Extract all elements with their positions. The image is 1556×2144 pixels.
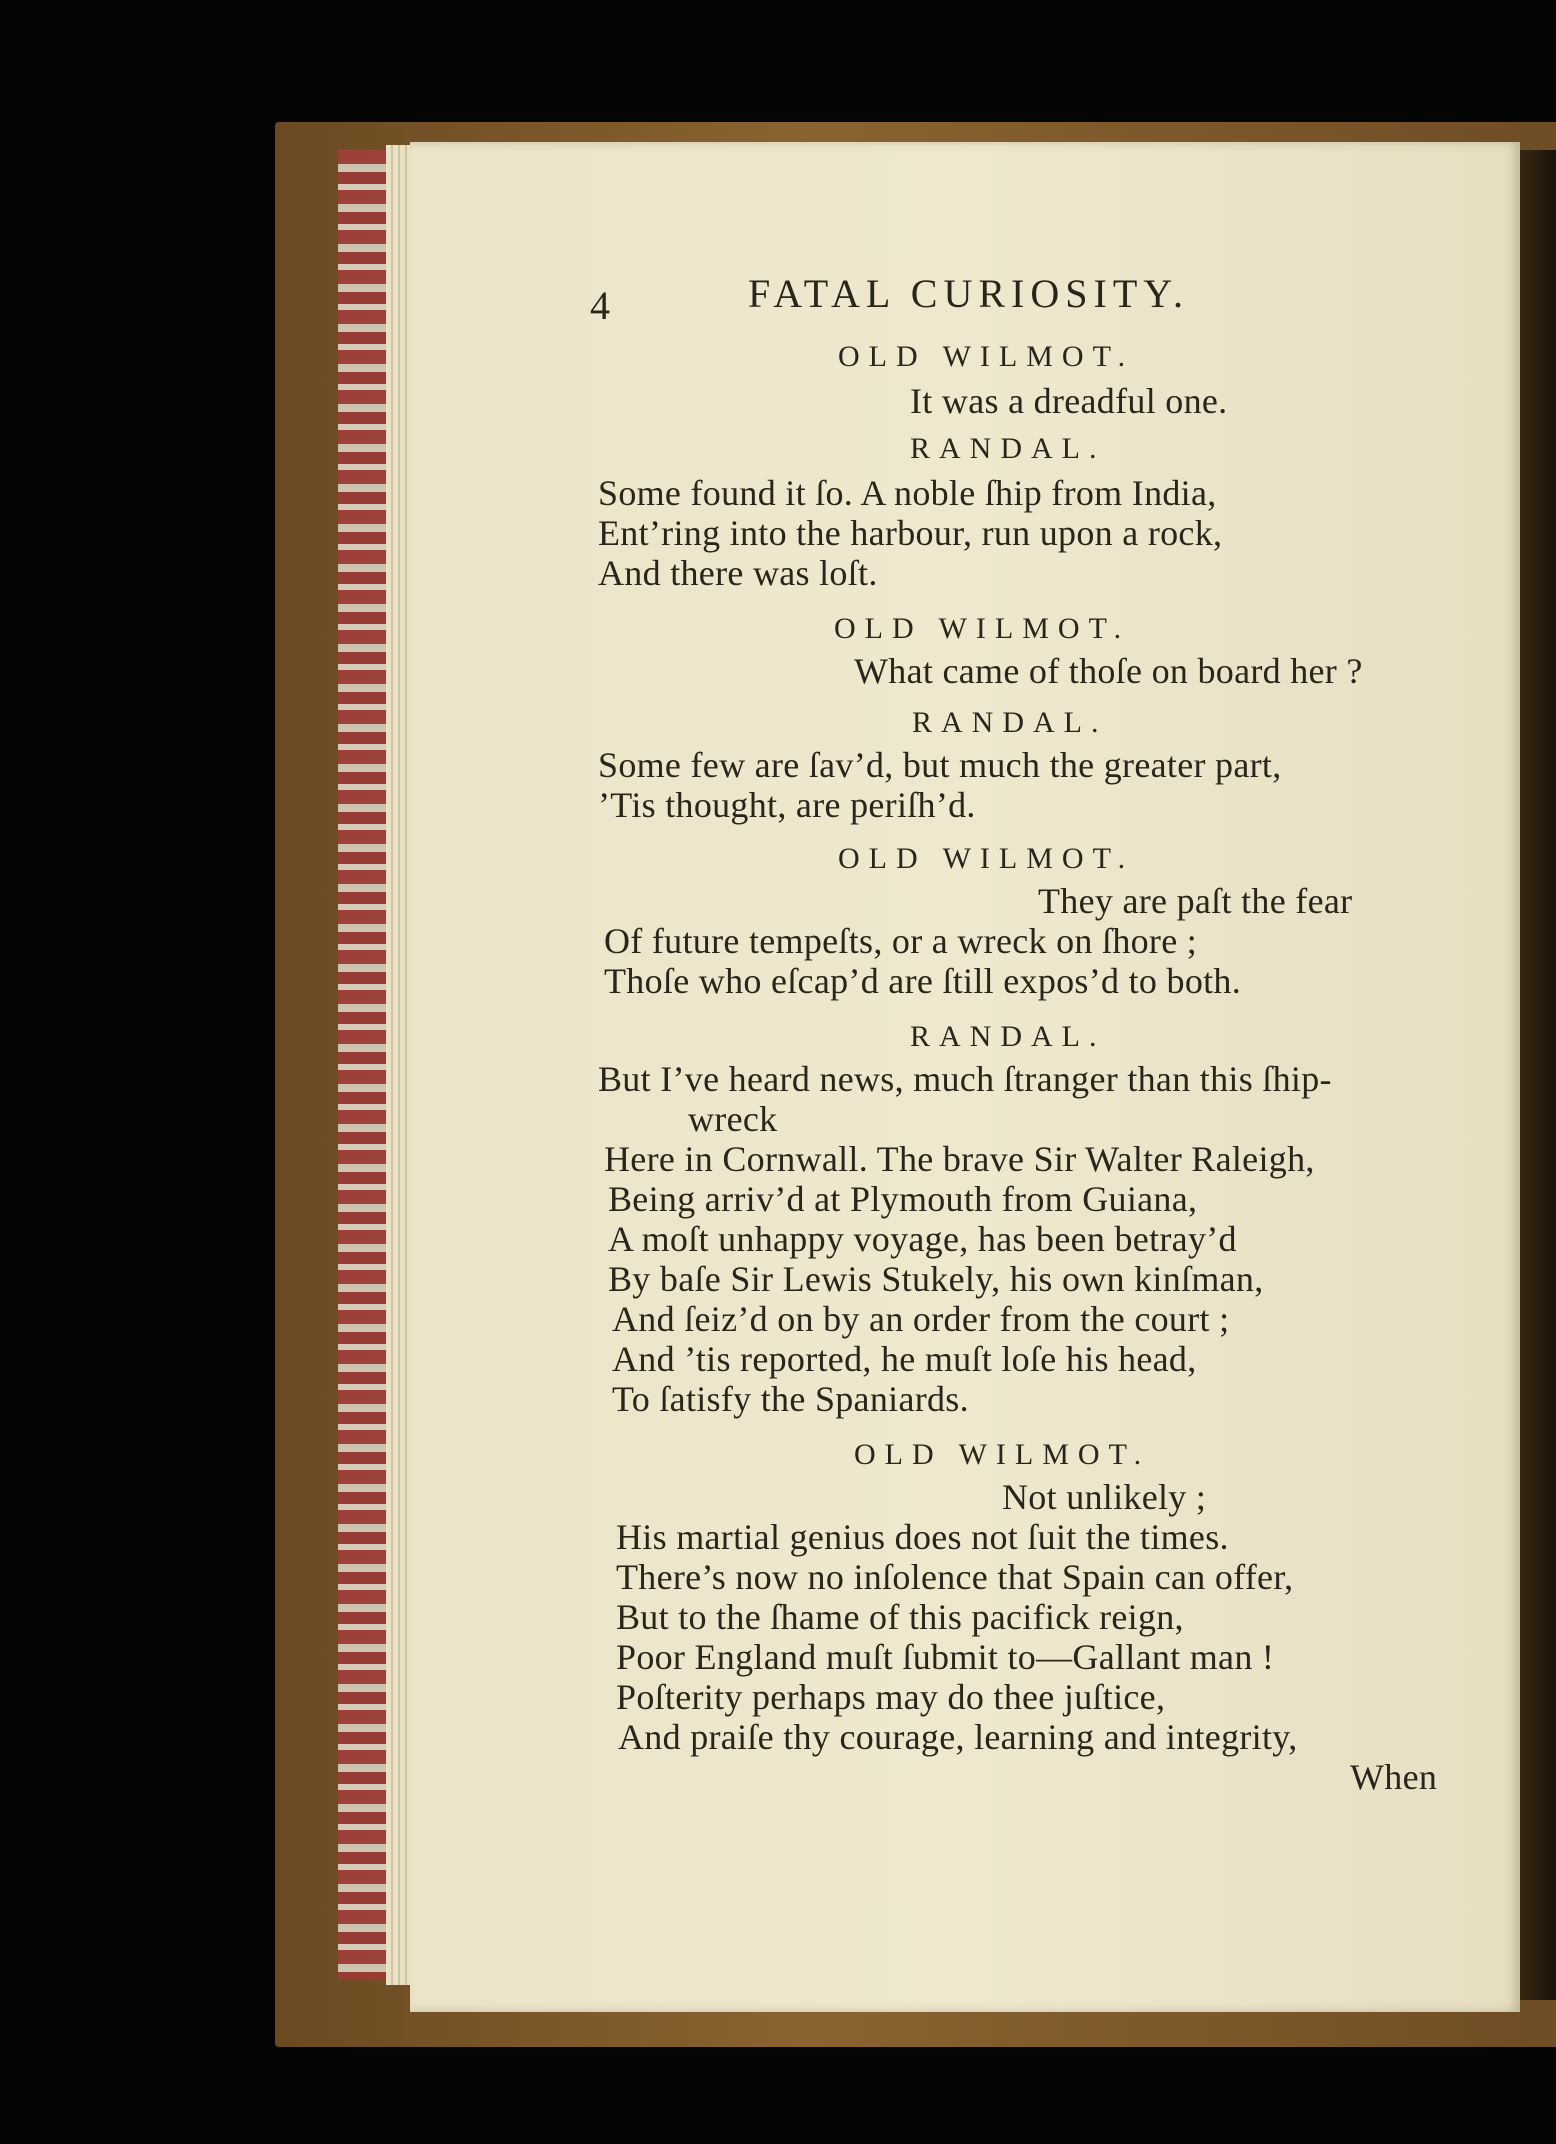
verse-line: And there was loſt. <box>598 553 878 593</box>
speaker-heading: OLD WILMOT. <box>838 842 1135 875</box>
page-number: 4 <box>590 283 611 328</box>
verse-line: By baſe Sir Lewis Stukely, his own kinſman, <box>608 1259 1264 1299</box>
verse-line: What came of thoſe on board her ? <box>854 651 1363 691</box>
verse-line: And ſeiz’d on by an order from the court ; <box>612 1299 1230 1339</box>
verse-line: Ent’ring into the harbour, run upon a rock, <box>598 513 1223 553</box>
verse-line: Some found it ſo. A noble ſhip from India, <box>598 473 1217 513</box>
catchword: When <box>1350 1757 1438 1797</box>
speaker-heading: RANDAL. <box>910 1020 1106 1053</box>
verse-line: And praiſe thy courage, learning and integrity, <box>618 1717 1298 1757</box>
book-page <box>410 142 1520 2012</box>
verse-line: And ’tis reported, he muſt loſe his head, <box>612 1339 1197 1379</box>
verse-line: Thoſe who eſcap’d are ſtill expos’d to both. <box>604 961 1242 1001</box>
speaker-heading: OLD WILMOT. <box>854 1438 1151 1471</box>
marbled-edge <box>338 150 386 1980</box>
verse-line: His martial genius does not ſuit the times. <box>616 1517 1229 1557</box>
verse-line: Being arriv’d at Plymouth from Guiana, <box>608 1179 1198 1219</box>
verse-line: They are paſt the fear <box>1038 881 1353 921</box>
verse-line: wreck <box>688 1099 778 1139</box>
facing-page-edge <box>1515 150 1556 2000</box>
verse-line: Poor England muſt ſubmit to—Gallant man ! <box>616 1637 1275 1677</box>
verse-line: Some few are ſav’d, but much the greater part, <box>598 745 1282 785</box>
speaker-heading: OLD WILMOT. <box>834 612 1131 645</box>
verse-line: There’s now no inſolence that Spain can offer, <box>616 1557 1294 1597</box>
verse-line: ’Tis thought, are periſh’d. <box>598 785 976 825</box>
speaker-heading: OLD WILMOT. <box>838 340 1135 373</box>
verse-line: To ſatisfy the Spaniards. <box>612 1379 969 1419</box>
verse-line: A moſt unhappy voyage, has been betray’d <box>608 1219 1237 1259</box>
verse-line: Of future tempeſts, or a wreck on ſhore ; <box>604 921 1198 961</box>
verse-line: Not unlikely ; <box>1002 1477 1207 1517</box>
verse-line: Poſterity perhaps may do thee juſtice, <box>616 1677 1166 1717</box>
verse-line: But to the ſhame of this pacifick reign, <box>616 1597 1184 1637</box>
verse-line: It was a dreadful one. <box>910 381 1228 421</box>
speaker-heading: RANDAL. <box>910 432 1106 465</box>
speaker-heading: RANDAL. <box>912 706 1108 739</box>
verse-line: But I’ve heard news, much ſtranger than this ſhip- <box>598 1059 1332 1099</box>
running-head: FATAL CURIOSITY. <box>748 271 1189 316</box>
verse-line: Here in Cornwall. The brave Sir Walter Raleigh, <box>604 1139 1315 1179</box>
